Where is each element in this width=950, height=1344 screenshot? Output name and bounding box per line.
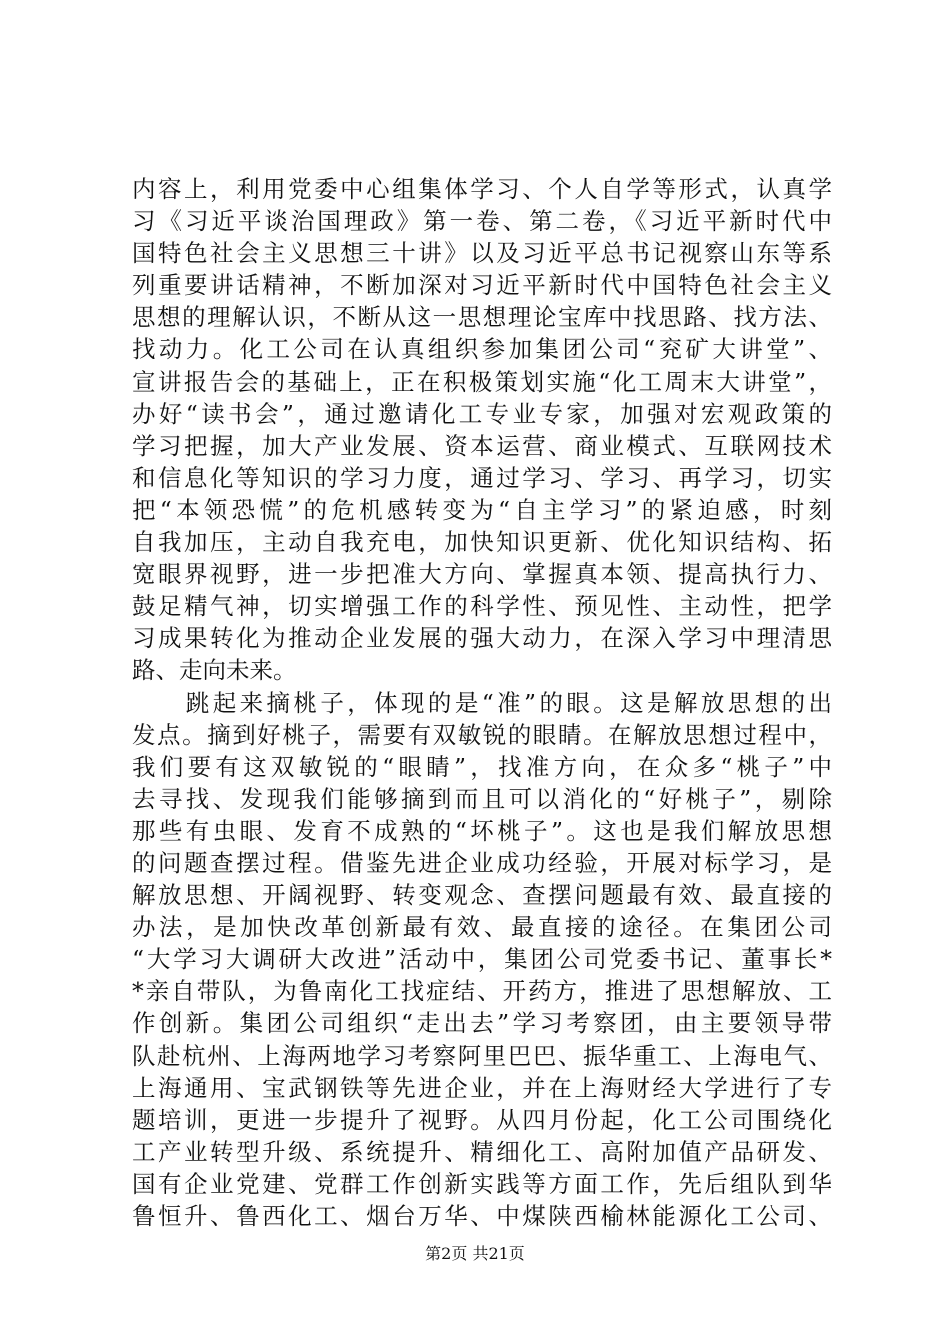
- text-line: 跳起来摘桃子，体现的是“准”的眼。这是解放思想的出: [132, 688, 832, 717]
- text-line: 鼓足精气神，切实增强工作的科学性、预见性、主动性，把学: [132, 592, 832, 621]
- text-line: 自我加压，主动自我充电，加快知识更新、优化知识结构、拓: [132, 528, 832, 557]
- text-line: 内容上，利用党委中心组集体学习、个人自学等形式，认真学: [132, 175, 832, 203]
- text-line: 习《习近平谈治国理政》第一卷、第二卷，《习近平新时代中: [132, 207, 832, 236]
- text-line: 作创新。集团公司组织“走出去”学习考察团，由主要领导带: [132, 1009, 832, 1038]
- text-line: 和信息化等知识的学习力度，通过学习、学习、再学习，切实: [132, 463, 832, 492]
- text-line: 题培训，更进一步提升了视野。从四月份起，化工公司围绕化: [132, 1105, 832, 1134]
- text-line: 的问题查摆过程。借鉴先进企业成功经验，开展对标学习，是: [132, 848, 832, 877]
- page-footer: 第2页 共21页: [425, 1244, 525, 1263]
- text-line: 队赴杭州、上海两地学习考察阿里巴巴、振华重工、上海电气、: [132, 1041, 832, 1070]
- text-line: 办好“读书会”，通过邀请化工专业专家，加强对宏观政策的: [132, 399, 832, 428]
- text-line: 工产业转型升级、系统提升、精细化工、高附加值产品研发、: [132, 1137, 832, 1166]
- text-line: 我们要有这双敏锐的“眼睛”，找准方向，在众多“桃子”中: [132, 752, 832, 781]
- text-line: 发点。摘到好桃子，需要有双敏锐的眼睛。在解放思想过程中，: [132, 720, 832, 749]
- text-line: 办法，是加快改革创新最有效、最直接的途径。在集团公司: [132, 913, 832, 942]
- text-line: 路、走向未来。: [132, 656, 297, 685]
- text-line: 习成果转化为推动企业发展的强大动力，在深入学习中理清思: [132, 624, 832, 653]
- text-line: 宽眼界视野，进一步把准大方向、掌握真本领、提高执行力、: [132, 560, 832, 589]
- text-line: 学习把握，加大产业发展、资本运营、商业模式、互联网技术: [132, 431, 832, 460]
- text-line: 上海通用、宝武钢铁等先进企业，并在上海财经大学进行了专: [132, 1073, 832, 1102]
- text-line: 解放思想、开阔视野、转变观念、查摆问题最有效、最直接的: [132, 881, 832, 910]
- text-line: “大学习大调研大改进”活动中，集团公司党委书记、董事长*: [132, 945, 832, 974]
- text-line: 去寻找、发现我们能够摘到而且可以消化的“好桃子”，剔除: [132, 784, 832, 813]
- text-line: 鲁恒升、鲁西化工、烟台万华、中煤陕西榆林能源化工公司、: [132, 1202, 832, 1230]
- text-line: 那些有虫眼、发育不成熟的“坏桃子”。这也是我们解放思想: [132, 816, 832, 845]
- text-line: 国有企业党建、党群工作创新实践等方面工作，先后组队到华: [132, 1169, 832, 1198]
- text-line: 宣讲报告会的基础上，正在积极策划实施“化工周末大讲堂”，: [132, 367, 832, 396]
- document-body: [132, 173, 832, 1232]
- text-line: 列重要讲话精神，不断加深对习近平新时代中国特色社会主义: [132, 271, 832, 300]
- text-line: 国特色社会主义思想三十讲》以及习近平总书记视察山东等系: [132, 239, 832, 268]
- text-line: *亲自带队，为鲁南化工找症结、开药方，推进了思想解放、工: [132, 977, 832, 1006]
- text-line: 找动力。化工公司在认真组织参加集团公司“兖矿大讲堂”、: [132, 335, 832, 364]
- text-line: 把“本领恐慌”的危机感转变为“自主学习”的紧迫感，时刻: [132, 495, 832, 524]
- text-line: 思想的理解认识，不断从这一思想理论宝库中找思路、找方法、: [132, 303, 832, 332]
